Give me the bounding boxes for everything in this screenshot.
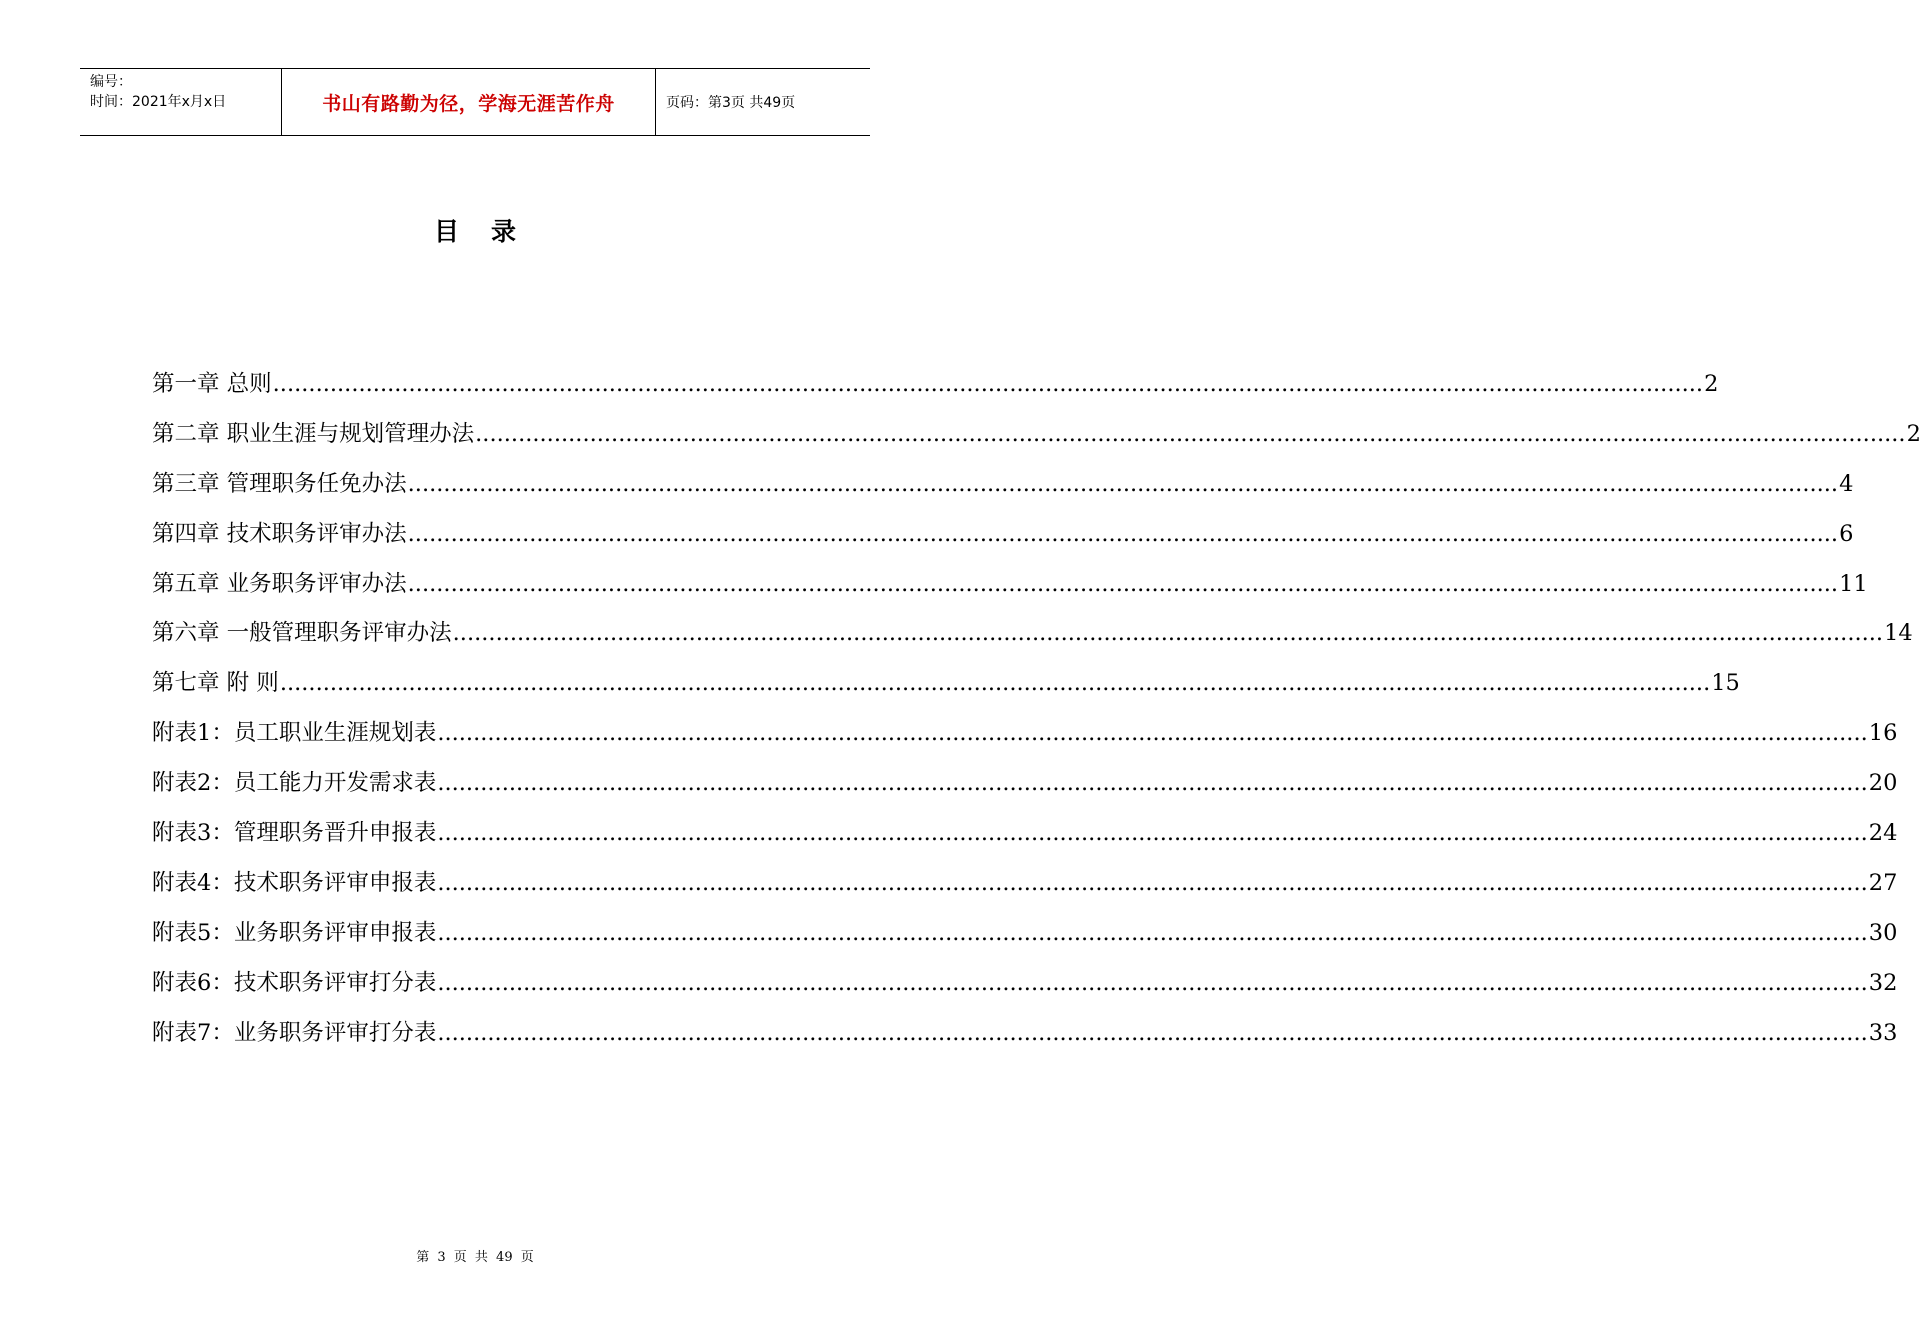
table-of-contents [152,362,1921,1060]
toc-entry-label: 附表3：管理职务晋升申报表 [152,820,437,847]
toc-dot-leader: ........................................................................................................................................................................................................ [437,969,1868,996]
page-footer: 第 3 页 共 49 页 [416,1250,534,1265]
toc-entry[interactable] [152,961,1898,1011]
toc-entry[interactable] [152,861,1898,911]
toc-entry[interactable] [152,562,1868,612]
document-date: 时间：2021年x月x日 [90,94,227,110]
toc-dot-leader: ........................................................................................................................................................................................................ [437,919,1868,946]
toc-entry-label: 附表7：业务职务评审打分表 [152,1019,437,1046]
toc-entry-label: 第七章 附 则 [152,670,279,697]
toc-entry[interactable] [152,761,1898,811]
toc-entry-page: 14 [1884,620,1913,647]
header-page-info: 页码：第3页 共49页 [666,95,796,111]
toc-entry[interactable] [152,661,1740,711]
toc-dot-leader: ........................................................................................................................................................................................................ [279,670,1711,697]
toc-dot-leader: ........................................................................................................................................................................................................ [437,869,1868,896]
toc-dot-leader: ........................................................................................................................................................................................................ [475,420,1906,447]
toc-entry-label: 第二章 职业生涯与规划管理办法 [152,420,475,447]
toc-entry-label: 第六章 一般管理职务评审办法 [152,620,452,647]
toc-entry[interactable] [152,512,1854,562]
page-title: 目录 [433,217,548,246]
toc-entry-page: 2 [1906,420,1921,447]
toc-entry-page: 20 [1868,770,1898,797]
toc-entry-page: 32 [1868,969,1898,996]
toc-entry-label: 第三章 管理职务任免办法 [152,470,407,497]
toc-entry[interactable] [152,362,1719,412]
toc-entry-label: 第五章 业务职务评审办法 [152,570,407,597]
toc-entry-label: 附表1：员工职业生涯规划表 [152,720,437,747]
toc-entry-label: 附表6：技术职务评审打分表 [152,969,437,996]
toc-entry-page: 33 [1868,1019,1898,1046]
header-meta [80,69,282,135]
toc-dot-leader: ........................................................................................................................................................................................................ [407,570,1839,597]
document-number-label: 编号： [90,74,132,90]
toc-entry[interactable] [152,911,1898,961]
toc-entry[interactable] [152,711,1898,761]
toc-entry-page: 16 [1868,720,1898,747]
toc-entry-label: 第四章 技术职务评审办法 [152,520,407,547]
toc-entry-page: 4 [1839,470,1854,497]
page-header [80,68,870,136]
toc-dot-leader: ........................................................................................................................................................................................................ [407,520,1839,547]
toc-entry[interactable] [152,412,1921,462]
toc-entry-label: 附表4：技术职务评审申报表 [152,869,437,896]
toc-entry-page: 27 [1868,869,1898,896]
toc-dot-leader: ........................................................................................................................................................................................................ [452,620,1884,647]
toc-entry-label: 附表5：业务职务评审申报表 [152,919,437,946]
toc-entry-page: 30 [1868,919,1898,946]
toc-dot-leader: ........................................................................................................................................................................................................ [437,1019,1868,1046]
toc-entry[interactable] [152,1011,1898,1061]
toc-entry-page: 11 [1839,570,1868,597]
toc-entry[interactable] [152,811,1898,861]
toc-entry-page: 15 [1711,670,1740,697]
toc-entry-page: 24 [1868,820,1898,847]
toc-dot-leader: ........................................................................................................................................................................................................ [437,770,1868,797]
header-motto: 书山有路勤为径，学海无涯苦作舟 [282,69,656,135]
toc-entry-page: 2 [1704,371,1719,397]
toc-entry[interactable] [152,462,1854,512]
toc-dot-leader: ........................................................................................................................................................................................................ [407,470,1839,497]
toc-entry-label: 附表2：员工能力开发需求表 [152,770,437,797]
toc-dot-leader: ........................................................................................................................................................................................................ [437,720,1868,747]
toc-dot-leader: ........................................................................................................................................................................................................ [272,371,1704,397]
toc-dot-leader: ........................................................................................................................................................................................................ [437,820,1868,847]
toc-entry[interactable] [152,611,1913,661]
toc-entry-label: 第一章 总则 [152,371,272,397]
toc-entry-page: 6 [1839,520,1854,547]
